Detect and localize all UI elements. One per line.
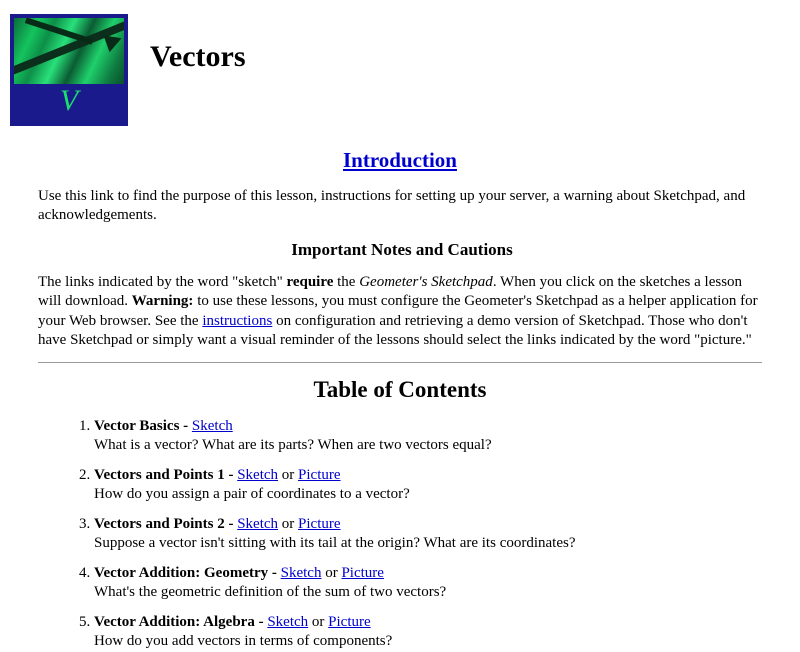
list-item [94,564,794,603]
list-item [94,417,794,456]
notes-require-word: require [286,274,334,291]
toc-item-separator: or [321,564,342,581]
table-of-contents-list [6,417,794,652]
section-divider [38,362,762,363]
notes-text-1: The links indicated by the word "sketch" [38,274,287,291]
introduction-paragraph: Use this link to find the purpose of this lesson, instructions for setting up your server, a warning about Sketchpad, and acknowledgements. [38,188,746,224]
toc-item-sketch-link[interactable]: Sketch [280,564,322,581]
list-item [94,613,794,652]
toc-item-title: Vector Basics - [94,417,192,434]
toc-item-separator: or [278,466,299,483]
toc-item-picture-link[interactable]: Picture [298,515,341,532]
page-header [0,10,800,126]
toc-item-description: How do you assign a pair of coordinates to a vector? [94,486,410,503]
toc-item-sketch-link[interactable]: Sketch [191,417,233,434]
table-of-contents-heading: Table of Contents [313,376,487,402]
logo-letter: V [59,84,79,117]
page-title: Vectors [150,40,246,73]
warning-label: Warning: [131,293,194,310]
toc-item-picture-link[interactable]: Picture [298,466,341,483]
toc-item-sketch-link[interactable]: Sketch [267,613,309,630]
sketchpad-name: Geometer's Sketchpad [359,274,493,291]
toc-item-sketch-link[interactable]: Sketch [237,515,279,532]
toc-item-description: What is a vector? What are its parts? When are two vectors equal? [94,437,492,454]
important-notes-heading: Important Notes and Cautions [291,240,513,260]
notes-text-3: . When you click on the sketches a lesson will download. [38,274,743,310]
toc-item-title: Vector Addition: Geometry - [94,564,281,581]
vector-arrow-graphic-icon [10,14,128,126]
list-item [94,515,794,554]
toc-item-title: Vectors and Points 2 - [94,515,238,532]
notes-text-5: on configuration and retrieving a demo version of Sketchpad. Those who don't have Sketchpad or simply want a visual reminder of the lessons should select the links indicated by the word "picture." [38,312,752,348]
toc-item-sketch-link[interactable]: Sketch [237,466,279,483]
notes-text-2: the [333,274,360,291]
toc-item-separator: or [308,613,329,630]
toc-item-description: Suppose a vector isn't sitting with its tail at the origin? What are its coordinates? [94,535,576,552]
notes-paragraph [6,273,794,350]
toc-item-description: What's the geometric definition of the sum of two vectors? [94,584,447,601]
page-content [0,148,800,652]
logo-artwork [14,18,124,84]
list-item [94,466,794,505]
instructions-link[interactable]: instructions [202,312,273,329]
toc-item-title: Vectors and Points 1 - [94,466,238,483]
toc-item-picture-link[interactable]: Picture [328,613,371,630]
toc-item-title: Vector Addition: Algebra - [94,613,268,630]
notes-text-4: to use these lessons, you must configure the Geometer's Sketchpad as a helper application for your Web browser. See the [38,293,758,329]
introduction-link[interactable]: Introduction [343,148,457,172]
introduction-heading [6,148,794,173]
toc-item-description: How do you add vectors in terms of components? [94,633,393,650]
toc-item-picture-link[interactable]: Picture [341,564,384,581]
toc-item-separator: or [278,515,299,532]
